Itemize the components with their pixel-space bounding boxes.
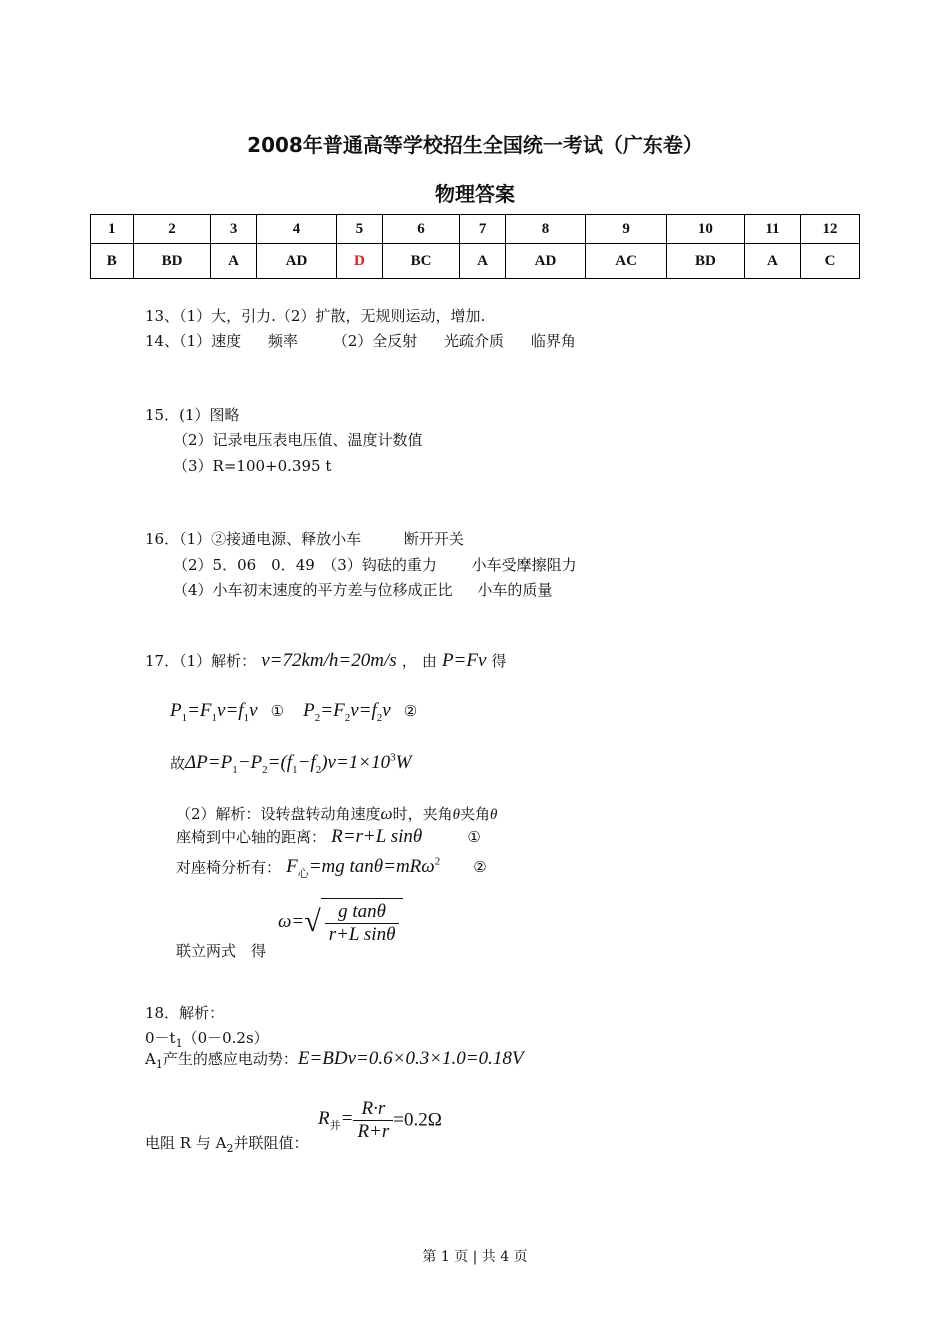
answer-table <box>90 214 860 279</box>
answer-table-value-row <box>91 244 860 279</box>
question-number-cell: 11 <box>744 215 800 244</box>
q16-line2b: 小车受摩擦阻力 <box>471 556 577 574</box>
answer-cell: AD <box>505 244 586 279</box>
q18-interval-range: （0－0.2s） <box>182 1029 269 1047</box>
q17-power-formula: P=Fv <box>441 650 487 671</box>
q17-part2-b: 时，夹角 <box>392 805 453 823</box>
q14-part2b: 光疏介质 <box>444 332 505 350</box>
q17-speed-formula: v=72km/h=20m/s <box>261 650 397 671</box>
q17-by: 由 <box>421 652 437 670</box>
q14-part1: 14、（1）速度 <box>145 332 242 350</box>
q18-line4: 电阻 R 与 $A_2$并联阻值： <box>145 1134 309 1155</box>
q18-parallel-formula: $R_并=$ $\frac{R\cdot r}{R+r}$ =0.2Ω <box>318 1098 442 1142</box>
q16-line3 <box>173 579 552 600</box>
q17-seat-label: 座椅到中心轴的距离： <box>176 828 327 846</box>
q18-resistor-label: 电阻 R 与 A <box>145 1134 227 1152</box>
q18-line2: $0-t_1(0-0.2s)$ <box>145 1029 269 1050</box>
q17-combine-label: 联立两式 得 <box>176 942 267 960</box>
q17-force-formula: $F_心=mg$ tanθ=mRω$^2$ <box>286 856 441 881</box>
q16-line1b: 断开开关 <box>403 530 464 548</box>
question-number-cell: 2 <box>133 215 211 244</box>
q18-line3: $A_1$产生的感应电动势：E=BDv=0.6×0.3×1.0=0.18V <box>145 1048 524 1072</box>
answer-cell: B <box>91 244 134 279</box>
answer-cell: D <box>337 244 382 279</box>
q17-seat-distance <box>176 826 481 848</box>
q16-line3a: （4）小车初末速度的平方差与位移成正比 <box>173 581 453 599</box>
q17-eq1-mark: ① <box>270 702 285 720</box>
question-number-cell: 4 <box>256 215 337 244</box>
answer-cell: A <box>744 244 800 279</box>
question-number-cell: 5 <box>337 215 382 244</box>
q17-eq-delta <box>170 752 411 776</box>
q17-part2-c: 夹角 <box>459 805 490 823</box>
q15-line3: （3）R=100+0.395 t <box>173 457 332 475</box>
q16-line1 <box>145 528 464 549</box>
q14-part1b: 频率 <box>267 332 298 350</box>
question-number-cell: 12 <box>801 215 860 244</box>
answer-cell: BD <box>133 244 211 279</box>
q18-emf-label: 产生的感应电动势： <box>162 1050 298 1068</box>
q16-line2 <box>173 554 577 575</box>
q16-line3b: 小车的质量 <box>477 581 553 599</box>
page-title: 2008年普通高等学校招生全国统一考试（广东卷） <box>247 133 703 157</box>
answer-cell: AD <box>256 244 337 279</box>
q17-part2-lead: （2）解析：设转盘转动角速度 <box>176 805 381 823</box>
page-subtitle: 物理答案 <box>435 182 515 206</box>
q17-force-analysis <box>176 856 487 881</box>
q17-lead: 17．（1）解析： <box>145 652 257 670</box>
q17-force-mark: ② <box>473 858 487 877</box>
q16-line2a: （2）5．06 0．49 （3）钩砝的重力 <box>173 556 437 574</box>
q13-answer: 13、（1）大，引力.（2）扩散，无规则运动，增加. <box>145 307 486 325</box>
q17-eq2: $P_2=F_2v=f_2v$ <box>303 700 391 724</box>
q18-resistor-label-b: 并联阻值： <box>233 1134 309 1152</box>
q17-eq2-mark: ② <box>403 702 418 720</box>
question-number-cell: 6 <box>382 215 460 244</box>
answer-table-header-row <box>91 215 860 244</box>
question-number-cell: 1 <box>91 215 134 244</box>
q18-a1: A <box>145 1050 156 1068</box>
q17-part2: （2）解析：设转盘转动角速度ω时，夹角θ夹角θ <box>176 804 498 823</box>
q17-eq1: $P_1=F_1v=f_1v$ <box>170 700 258 724</box>
q17-delta-formula: $\Delta P=P_1-P_2=(f_1-f_2)v=1\times 10^3W$ <box>185 752 412 777</box>
q14-answer <box>145 330 576 351</box>
q16-line1a: 16．（1）②接通电源、释放小车 <box>145 530 362 548</box>
q14-part2c: 临界角 <box>530 332 576 350</box>
answer-cell: C <box>801 244 860 279</box>
q17-analysis-label: 对座椅分析有： <box>176 858 282 877</box>
answer-cell: AC <box>586 244 667 279</box>
q17-omega-formula: ω=√ $\frac{\text{g tanθ}}{\text{r+L sinθ}}$ <box>278 898 403 946</box>
q15-line2: （2）记录电压表电压值、温度计数值 <box>173 431 423 449</box>
answer-cell: BD <box>666 244 744 279</box>
q18-interval: 0－t <box>145 1029 176 1047</box>
question-number-cell: 8 <box>505 215 586 244</box>
q17-get: 得 <box>491 652 507 670</box>
q18-emf-formula: E=BDv=0.6×0.3×1.0=0.18V <box>297 1048 524 1069</box>
question-number-cell: 9 <box>586 215 667 244</box>
question-number-cell: 10 <box>666 215 744 244</box>
q18-line1: 18．解析： <box>145 1004 225 1022</box>
q17-eq-power <box>170 700 417 724</box>
answer-cell: A <box>211 244 256 279</box>
question-number-cell: 3 <box>211 215 256 244</box>
q17-seat-mark: ① <box>467 828 481 846</box>
answer-cell: A <box>460 244 505 279</box>
q15-line1: 15．(1）图略 <box>145 406 240 424</box>
q17-line1: 17．（1）解析： v=72km/h=20m/s ， 由 P=Fv 得 <box>145 650 507 671</box>
q17-seat-formula: R=r+L sinθ <box>331 826 423 847</box>
page-footer: 第 1 页 | 共 4 页 <box>422 1249 528 1265</box>
question-number-cell: 7 <box>460 215 505 244</box>
q14-part2: （2）全反射 <box>332 332 418 350</box>
q17-so: 故 <box>170 754 186 773</box>
answer-cell: BC <box>382 244 460 279</box>
